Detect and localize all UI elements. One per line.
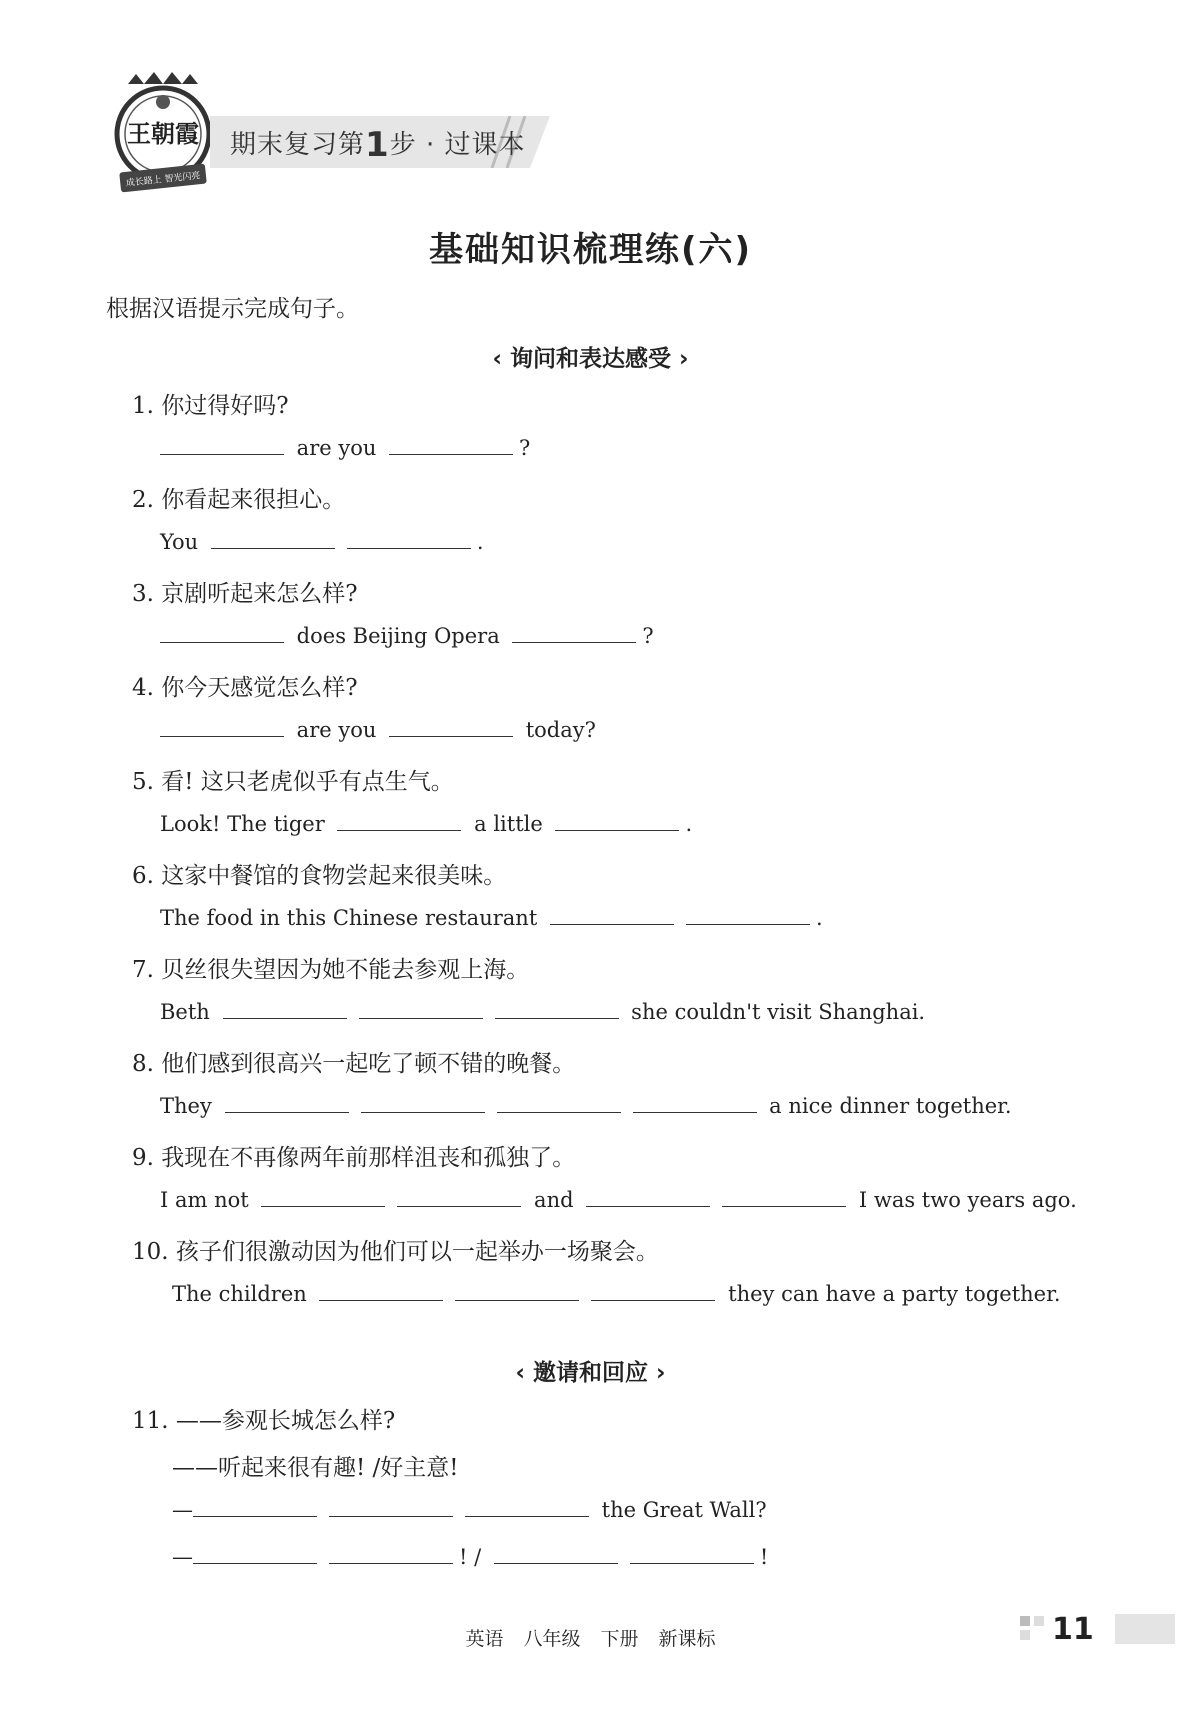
answer-blank[interactable] <box>319 1280 443 1301</box>
publisher-logo <box>108 72 218 204</box>
answer-blank[interactable] <box>389 434 513 455</box>
answer-blank[interactable] <box>555 810 679 831</box>
question-7-cn: 7. 贝丝很失望因为她不能去参观上海。 <box>132 957 530 983</box>
instruction: 根据汉语提示完成句子。 <box>106 296 359 322</box>
answer-blank[interactable] <box>329 1496 453 1517</box>
banner-prefix: 期末复习第 <box>230 130 366 160</box>
answer-blank[interactable] <box>495 998 619 1019</box>
answer-blank[interactable] <box>261 1186 385 1207</box>
sentence-fragment: ? <box>642 624 654 648</box>
question-6-en <box>160 904 823 930</box>
sentence-fragment: . <box>815 906 823 930</box>
answer-blank[interactable] <box>193 1496 317 1517</box>
question-4-cn: 4. 你今天感觉怎么样? <box>132 675 358 701</box>
sentence-fragment: I am not <box>160 1188 256 1212</box>
answer-blank[interactable] <box>223 998 347 1019</box>
question-10-en <box>172 1280 1061 1306</box>
answer-blank[interactable] <box>497 1092 621 1113</box>
sentence-fragment: Beth <box>160 1000 217 1024</box>
question-2-cn: 2. 你看起来很担心。 <box>132 487 346 513</box>
answer-blank[interactable] <box>359 998 483 1019</box>
answer-blank[interactable] <box>686 904 810 925</box>
sentence-fragment: and <box>527 1188 581 1212</box>
sentence-fragment: are you <box>290 718 384 742</box>
answer-blank[interactable] <box>389 716 513 737</box>
answer-blank[interactable] <box>397 1186 521 1207</box>
page-number-box <box>1020 1614 1175 1650</box>
answer-blank[interactable] <box>586 1186 710 1207</box>
question-9-cn: 9. 我现在不再像两年前那样沮丧和孤独了。 <box>132 1145 576 1171</box>
sentence-fragment: The children <box>172 1282 314 1306</box>
answer-blank[interactable] <box>550 904 674 925</box>
question-5-en <box>160 810 692 836</box>
page-title: 基础知识梳理练(六) <box>428 230 753 270</box>
question-3-cn: 3. 京剧听起来怎么样? <box>132 581 358 607</box>
answer-blank[interactable] <box>193 1543 317 1564</box>
banner-number: 1 <box>365 125 390 165</box>
answer-blank[interactable] <box>160 622 284 643</box>
section-title-invitations: ‹ 邀请和回应 › <box>515 1360 666 1386</box>
section-title-feelings: ‹ 询问和表达感受 › <box>492 346 689 372</box>
footer-text: 英语 八年级 下册 新课标 <box>465 1628 716 1650</box>
question-1-cn: 1. 你过得好吗? <box>132 393 289 419</box>
answer-blank[interactable] <box>591 1280 715 1301</box>
answer-blank[interactable] <box>160 434 284 455</box>
answer-blank[interactable] <box>494 1543 618 1564</box>
answer-blank[interactable] <box>465 1496 589 1517</box>
sentence-fragment: are you <box>290 436 384 460</box>
question-3-en <box>160 622 654 648</box>
sentence-fragment: a nice dinner together. <box>762 1094 1012 1118</box>
question-4-en <box>160 716 596 742</box>
sentence-fragment: I was two years ago. <box>852 1188 1077 1212</box>
sentence-fragment: they can have a party together. <box>721 1282 1061 1306</box>
question-11-cn-reply: ——听起来很有趣! /好主意! <box>172 1455 459 1481</box>
question-2-en <box>160 528 484 554</box>
banner-suffix: 步 · 过课本 <box>389 130 526 160</box>
question-6-cn: 6. 这家中餐馆的食物尝起来很美味。 <box>132 863 507 889</box>
answer-blank[interactable] <box>211 528 335 549</box>
sentence-fragment: does Beijing Opera <box>290 624 507 648</box>
question-10-cn: 10. 孩子们很激动因为他们可以一起举办一场聚会。 <box>132 1239 659 1265</box>
question-8-en <box>160 1092 1012 1118</box>
page-number: 11 <box>1052 1612 1094 1647</box>
answer-blank[interactable] <box>337 810 461 831</box>
answer-blank[interactable] <box>633 1092 757 1113</box>
sentence-fragment: she couldn't visit Shanghai. <box>624 1000 926 1024</box>
answer-blank[interactable] <box>630 1543 754 1564</box>
sentence-fragment: . <box>476 530 484 554</box>
logo-text: 王朝霞 <box>127 119 199 148</box>
sentence-fragment: ! <box>759 1545 769 1569</box>
question-11-cn: 11. ——参观长城怎么样? <box>132 1408 396 1434</box>
sentence-fragment: Look! The tiger <box>160 812 332 836</box>
answer-blank[interactable] <box>455 1280 579 1301</box>
banner-text <box>230 124 525 165</box>
question-8-cn: 8. 他们感到很高兴一起吃了顿不错的晚餐。 <box>132 1051 576 1077</box>
question-5-cn: 5. 看! 这只老虎似乎有点生气。 <box>132 769 454 795</box>
sentence-fragment: They <box>160 1094 219 1118</box>
sentence-fragment: The food in this Chinese restaurant <box>160 906 544 930</box>
sentence-fragment: a little <box>467 812 550 836</box>
answer-blank[interactable] <box>225 1092 349 1113</box>
question-9-en <box>160 1186 1077 1212</box>
answer-blank[interactable] <box>329 1543 453 1564</box>
question-7-en <box>160 998 925 1024</box>
sentence-fragment: You <box>160 530 205 554</box>
sentence-fragment: — <box>172 1498 193 1522</box>
sentence-fragment: the Great Wall? <box>595 1498 767 1522</box>
question-1-en <box>160 434 530 460</box>
logo-slogan: 成长路上 智光闪亮 <box>125 171 201 189</box>
sentence-fragment: today? <box>519 718 596 742</box>
question-11-en-reply <box>172 1543 768 1569</box>
sentence-fragment: ! / <box>459 1545 488 1569</box>
question-11-en <box>172 1496 767 1522</box>
sentence-fragment: — <box>172 1545 193 1569</box>
answer-blank[interactable] <box>512 622 636 643</box>
sentence-fragment: ? <box>519 436 531 460</box>
sentence-fragment: . <box>685 812 693 836</box>
answer-blank[interactable] <box>361 1092 485 1113</box>
answer-blank[interactable] <box>160 716 284 737</box>
answer-blank[interactable] <box>347 528 471 549</box>
answer-blank[interactable] <box>722 1186 846 1207</box>
